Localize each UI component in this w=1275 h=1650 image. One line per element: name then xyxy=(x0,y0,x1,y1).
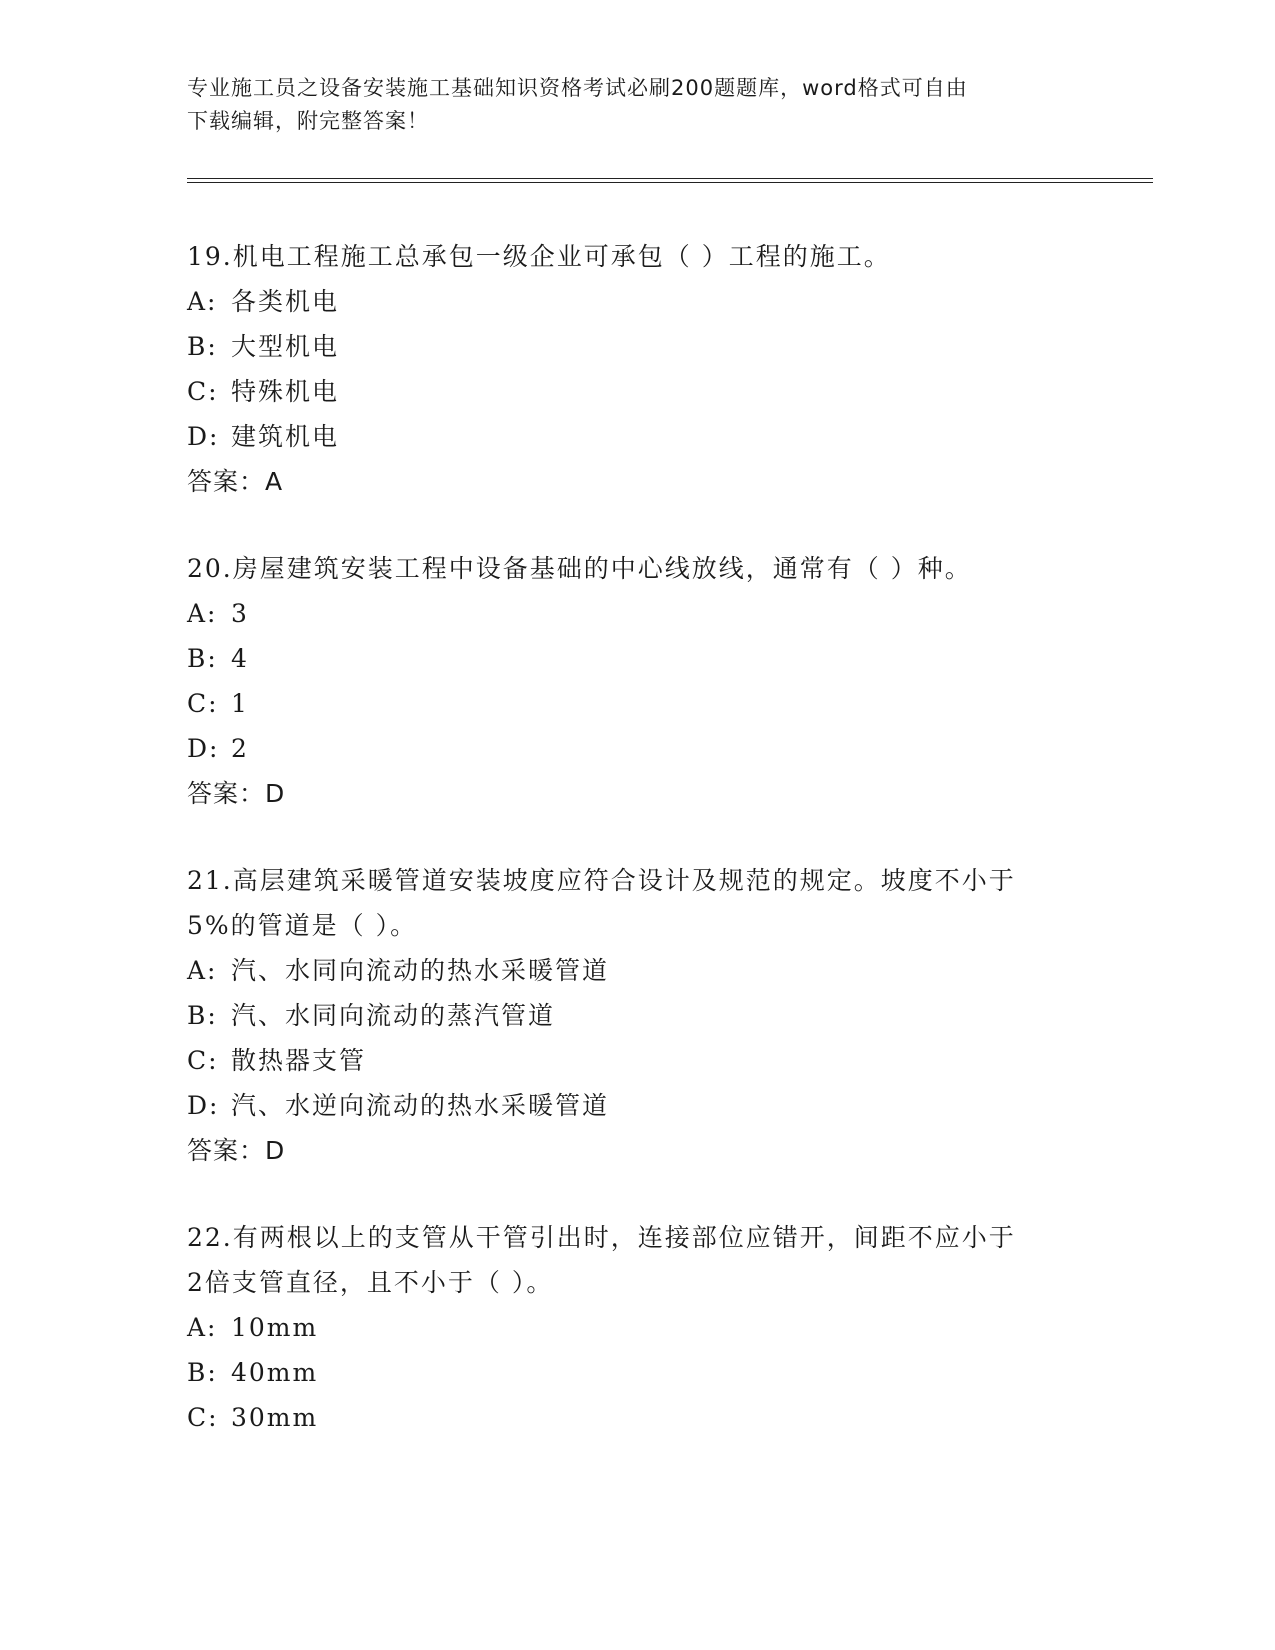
option-text: 汽、水逆向流动的热水采暖管道 xyxy=(231,1091,610,1120)
option-text: 1 xyxy=(231,689,249,718)
question-stem-line-1: 22.有两根以上的支管从干管引出时，连接部位应错开，间距不应小于 xyxy=(187,1223,1016,1252)
option-text: 2 xyxy=(231,734,249,763)
option-b xyxy=(187,324,1087,369)
question-stem-line-1: 21.高层建筑采暖管道安装坡度应符合设计及规范的规定。坡度不小于 xyxy=(187,866,1016,895)
option-b xyxy=(187,636,1087,681)
answer-line: 答案：D xyxy=(187,1136,286,1165)
option-letter: A: xyxy=(187,956,218,985)
header-line-1: 专业施工员之设备安装施工基础知识资格考试必刷200题题库，word格式可自由 xyxy=(187,76,968,100)
option-text: 汽、水同向流动的蒸汽管道 xyxy=(231,1001,556,1030)
option-text: 散热器支管 xyxy=(231,1046,367,1075)
option-letter: C: xyxy=(187,1046,219,1075)
question-20 xyxy=(187,546,1087,816)
question-stem: 19.机电工程施工总承包一级企业可承包（ ）工程的施工。 xyxy=(187,242,891,271)
option-text: 汽、水同向流动的热水采暖管道 xyxy=(231,956,610,985)
header-line-2: 下载编辑，附完整答案！ xyxy=(187,109,429,133)
option-d xyxy=(187,726,1087,771)
question-list xyxy=(187,234,1087,1482)
option-letter: B: xyxy=(187,1358,218,1387)
option-letter: B: xyxy=(187,1001,218,1030)
option-a xyxy=(187,1305,1087,1350)
option-b xyxy=(187,1350,1087,1395)
document-header xyxy=(187,72,1087,138)
option-c xyxy=(187,1395,1087,1440)
option-letter: A: xyxy=(187,287,218,316)
option-d xyxy=(187,414,1087,459)
header-divider-top xyxy=(187,178,1153,179)
option-text: 大型机电 xyxy=(231,332,340,361)
option-letter: C: xyxy=(187,1403,219,1432)
question-19 xyxy=(187,234,1087,504)
option-text: 10mm xyxy=(231,1313,319,1342)
option-letter: C: xyxy=(187,689,219,718)
option-c xyxy=(187,1038,1087,1083)
option-a xyxy=(187,948,1087,993)
option-a xyxy=(187,279,1087,324)
option-letter: B: xyxy=(187,332,218,361)
question-stem: 20.房屋建筑安装工程中设备基础的中心线放线，通常有（ ）种。 xyxy=(187,554,972,583)
question-21 xyxy=(187,858,1087,1173)
option-letter: A: xyxy=(187,1313,218,1342)
option-letter: A: xyxy=(187,599,218,628)
option-text: 40mm xyxy=(231,1358,319,1387)
option-text: 3 xyxy=(231,599,249,628)
header-divider-bottom xyxy=(187,182,1153,183)
question-stem-line-2: 2倍支管直径，且不小于（ ）。 xyxy=(187,1268,554,1297)
option-c xyxy=(187,369,1087,414)
option-d xyxy=(187,1083,1087,1128)
answer-line: 答案：A xyxy=(187,467,284,496)
question-stem-line-2: 5%的管道是（ ）。 xyxy=(187,911,418,940)
option-text: 建筑机电 xyxy=(231,422,340,451)
option-text: 4 xyxy=(231,644,249,673)
option-letter: D: xyxy=(187,1091,220,1120)
option-c xyxy=(187,681,1087,726)
question-22 xyxy=(187,1215,1087,1440)
option-a xyxy=(187,591,1087,636)
option-letter: D: xyxy=(187,422,220,451)
option-b xyxy=(187,993,1087,1038)
option-text: 特殊机电 xyxy=(231,377,340,406)
option-text: 30mm xyxy=(231,1403,319,1432)
option-letter: D: xyxy=(187,734,220,763)
option-text: 各类机电 xyxy=(231,287,340,316)
option-letter: B: xyxy=(187,644,218,673)
answer-line: 答案：D xyxy=(187,779,286,808)
option-letter: C: xyxy=(187,377,219,406)
